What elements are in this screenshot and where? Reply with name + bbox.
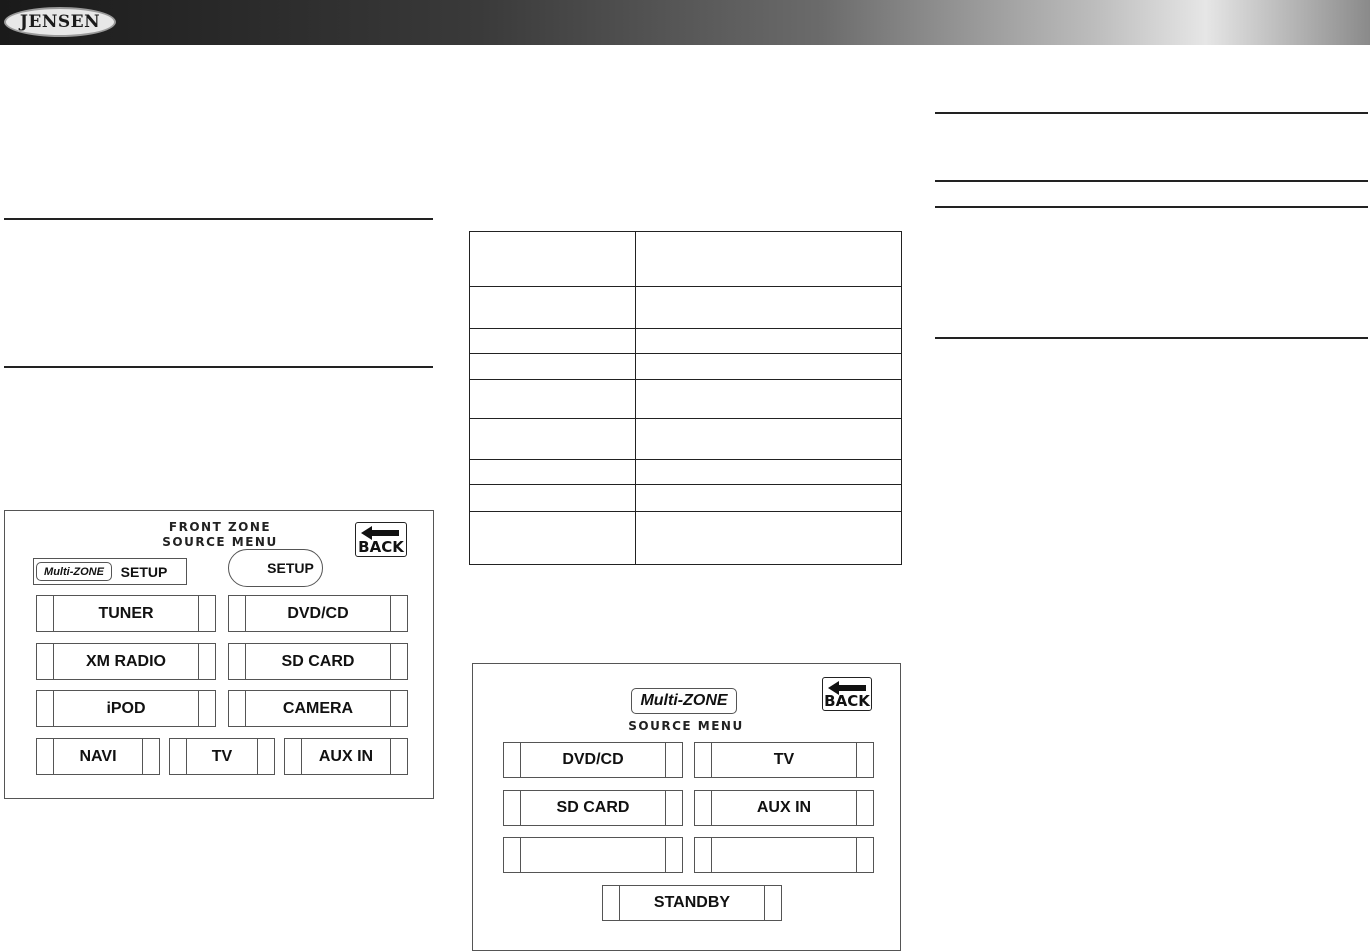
table-row	[470, 380, 902, 419]
divider	[935, 206, 1368, 208]
table-row	[470, 232, 902, 287]
table-row	[470, 329, 902, 354]
divider	[935, 337, 1368, 339]
table-row	[470, 485, 902, 512]
tv-button[interactable]: TV	[694, 742, 874, 778]
sd-card-button[interactable]: SD CARD	[503, 790, 683, 826]
sd-card-button[interactable]: SD CARD	[228, 643, 408, 680]
multizone-badge: Multi-ZONE	[36, 562, 112, 581]
navi-button[interactable]: NAVI	[36, 738, 160, 775]
multizone-badge: Multi-ZONE	[631, 688, 737, 714]
divider	[935, 180, 1368, 182]
table-row	[470, 287, 902, 329]
dvd-cd-button[interactable]: DVD/CD	[228, 595, 408, 632]
tv-button[interactable]: TV	[169, 738, 275, 775]
multizone-source-menu-panel	[472, 663, 901, 951]
back-label: BACK	[824, 692, 870, 710]
divider	[4, 366, 433, 368]
front-zone-title	[115, 520, 325, 550]
ipod-button[interactable]: iPOD	[36, 690, 216, 727]
jensen-logo	[4, 7, 116, 37]
brand-name: JENSEN	[19, 12, 101, 32]
dvd-cd-button[interactable]: DVD/CD	[503, 742, 683, 778]
divider	[4, 218, 433, 220]
tuner-button[interactable]: TUNER	[36, 595, 216, 632]
standby-button[interactable]: STANDBY	[602, 885, 782, 921]
multizone-setup-label: SETUP	[120, 563, 168, 580]
table-row	[470, 354, 902, 380]
back-button[interactable]	[822, 677, 872, 711]
divider	[935, 112, 1368, 114]
front-zone-source-menu-panel	[4, 510, 434, 799]
title-line-1: FRONT ZONE	[168, 520, 272, 534]
setup-button[interactable]: SETUP	[228, 549, 323, 587]
table-row	[470, 419, 902, 460]
multizone-menu-title: SOURCE MENU	[628, 719, 744, 733]
table-row	[470, 460, 902, 485]
camera-button[interactable]: CAMERA	[228, 690, 408, 727]
page-header-banner	[0, 0, 1370, 45]
back-button[interactable]	[355, 522, 407, 557]
title-line-2: SOURCE MENU	[162, 535, 278, 549]
aux-in-button[interactable]: AUX IN	[284, 738, 408, 775]
spec-table	[469, 231, 902, 565]
aux-in-button[interactable]: AUX IN	[694, 790, 874, 826]
back-label: BACK	[358, 538, 404, 556]
empty-source-button[interactable]	[694, 837, 874, 873]
empty-source-button[interactable]	[503, 837, 683, 873]
table-row	[470, 512, 902, 565]
xm-radio-button[interactable]: XM RADIO	[36, 643, 216, 680]
